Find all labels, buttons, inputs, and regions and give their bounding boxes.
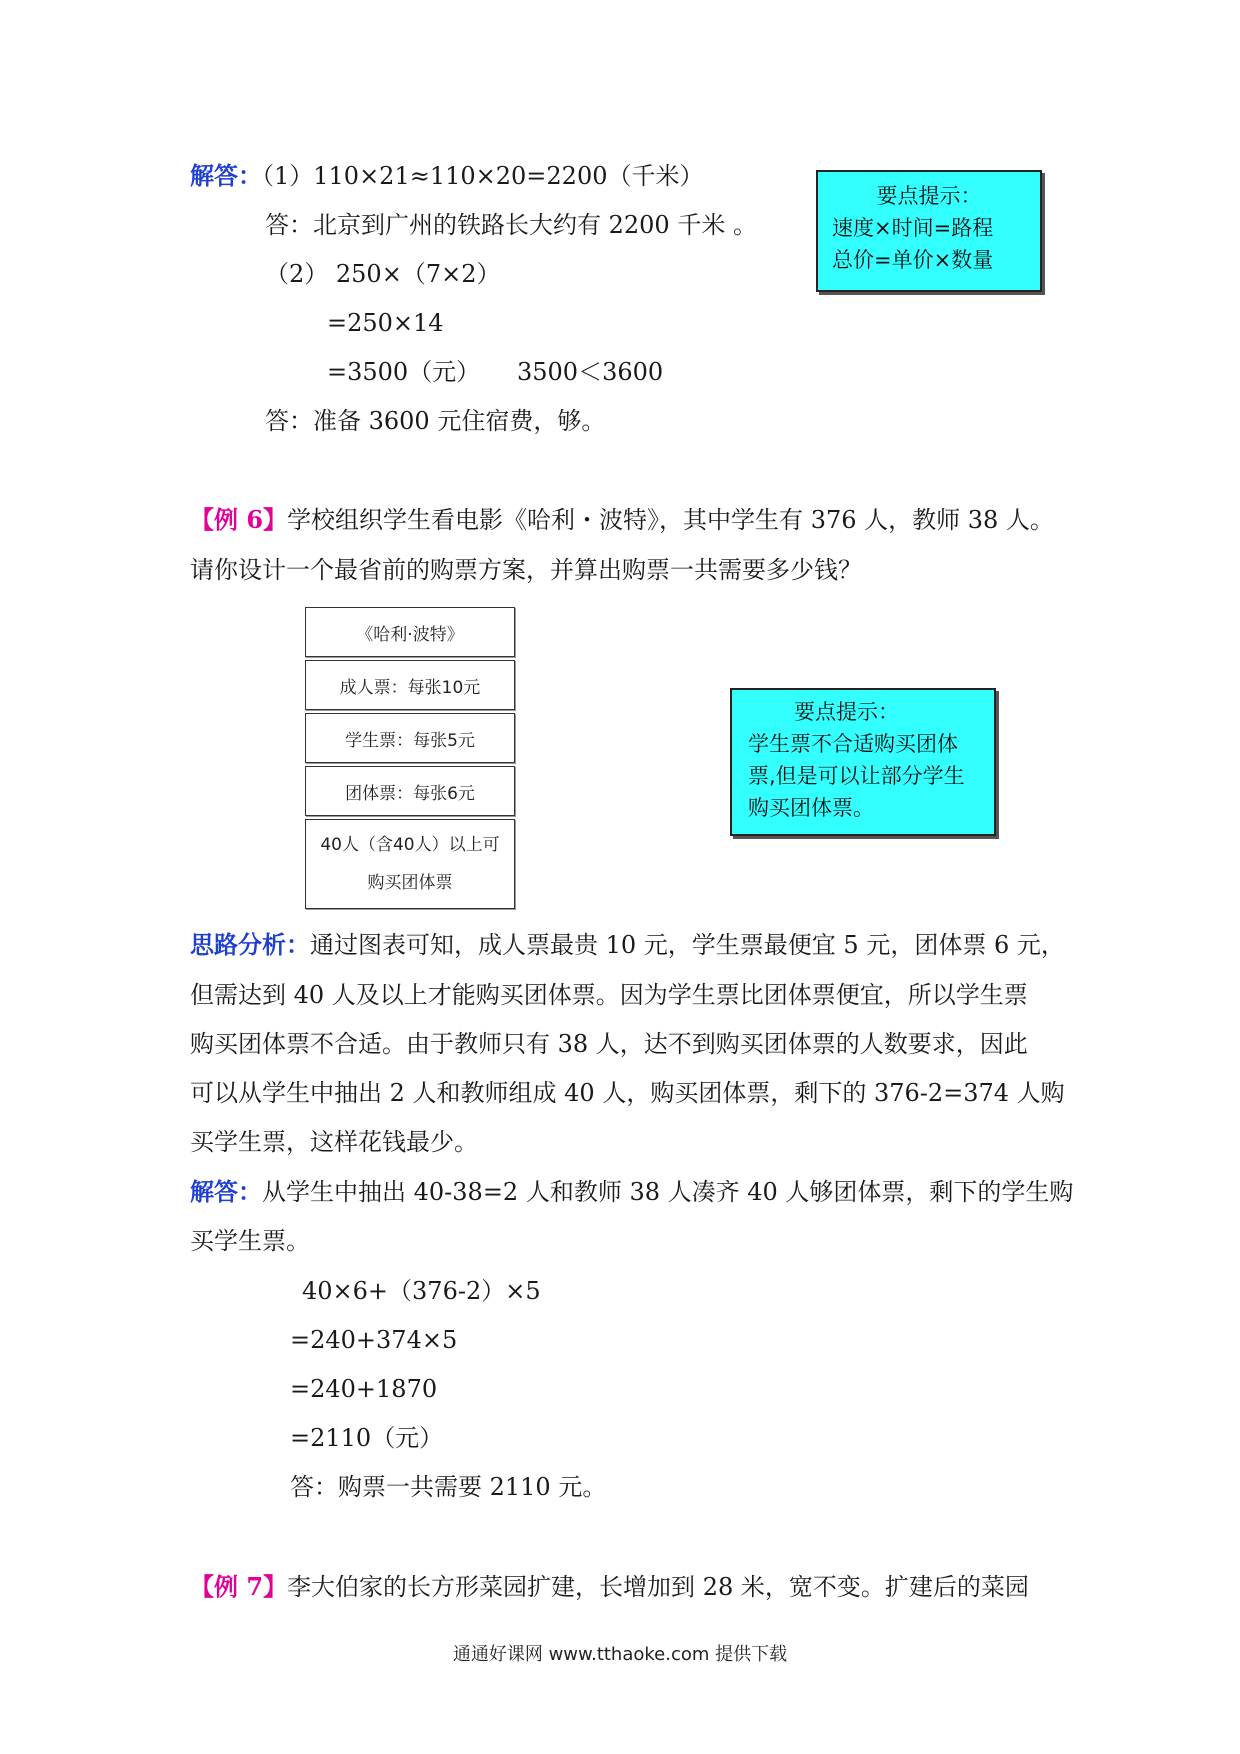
final-answer: 答：购票一共需要 2110 元。 [290, 1473, 607, 1501]
tip-row: 速度×时间=路程 [832, 216, 994, 240]
answer-line-5b: 3500＜3600 [517, 358, 664, 386]
tip-row: 学生票不合适购买团体 [748, 732, 958, 756]
footer-source: 通通好课网 www.tthaoke.com 提供下载 [452, 1644, 788, 1665]
answer-text: 从学生中抽出 40-38=2 人和教师 38 人凑齐 40 人够团体票，剩下的学生购 [262, 1178, 1074, 1206]
analysis-line-2: 但需达到 40 人及以上才能购买团体票。因为学生票比团体票便宜，所以学生票 [190, 981, 1028, 1009]
tip-row: 票,但是可以让部分学生 [748, 764, 965, 788]
answer-line-2: 答：北京到广州的铁路长大约有 2200 千米 。 [265, 211, 757, 239]
adult-ticket-cell: 成人票：每张10元 [305, 660, 515, 710]
answer-text: （1）110×21≈110×20=2200（千米） [262, 162, 704, 190]
answer-label: 解答： [190, 1177, 262, 1206]
tip-box-2 [730, 688, 996, 836]
answer-line-5a: =3500（元） [327, 358, 481, 386]
answer-line-4: =250×14 [327, 309, 444, 337]
answer-line-1 [190, 161, 703, 191]
example-text: 学校组织学生看电影《哈利・波特》，其中学生有 376 人，教师 38 人。 [287, 506, 1054, 534]
calc-line-4: =2110（元） [290, 1424, 444, 1452]
answer-line-6: 答：准备 3600 元住宿费，够。 [265, 407, 606, 435]
group-ticket-cell: 团体票：每张6元 [305, 766, 515, 816]
tip-row: 总价=单价×数量 [832, 248, 994, 272]
calc-line-1: 40×6+（376-2）×5 [302, 1277, 541, 1305]
answer-line-3: （2） 250×（7×2） [265, 260, 501, 288]
analysis-line-4: 可以从学生中抽出 2 人和教师组成 40 人，购买团体票，剩下的 376-2=374 人购 [190, 1079, 1065, 1107]
answer-label: 解答： [190, 161, 262, 190]
calc-line-3: =240+1870 [290, 1375, 438, 1403]
tip-box-1 [816, 170, 1042, 292]
example6-line-2: 请你设计一个最省前的购票方案，并算出购票一共需要多少钱？ [190, 556, 862, 584]
calc-line-2: =240+374×5 [290, 1326, 458, 1354]
example-text: 李大伯家的长方形菜园扩建，长增加到 28 米，宽不变。扩建后的菜园 [287, 1573, 1029, 1601]
answer6-line-2: 买学生票。 [190, 1227, 310, 1255]
ticket-title-cell: 《哈利·波特》 [305, 607, 515, 657]
analysis-line-3: 购买团体票不合适。由于教师只有 38 人，达不到购买团体票的人数要求，因此 [190, 1030, 1028, 1058]
tip-title: 要点提示： [876, 184, 982, 208]
group-rule-line: 购买团体票 [367, 873, 453, 893]
student-ticket-cell: 学生票：每张5元 [305, 713, 515, 763]
analysis-line-1 [190, 930, 1065, 960]
example-label: 【例 6】 [190, 505, 288, 534]
ticket-price-table [305, 607, 515, 912]
example6-line-1 [190, 505, 1054, 535]
analysis-text: 通过图表可知，成人票最贵 10 元，学生票最便宜 5 元，团体票 6 元， [310, 931, 1065, 959]
group-rule-line: 40人（含40人）以上可 [320, 835, 500, 855]
tip-row: 购买团体票。 [748, 796, 874, 820]
example-label: 【例 7】 [190, 1572, 288, 1601]
analysis-label: 思路分析： [190, 930, 310, 959]
analysis-line-5: 买学生票，这样花钱最少。 [190, 1128, 478, 1156]
tip-title: 要点提示： [794, 700, 899, 724]
answer6-line-1 [190, 1177, 1073, 1207]
group-rule-cell [305, 819, 515, 909]
example7-line-1 [190, 1572, 1029, 1602]
